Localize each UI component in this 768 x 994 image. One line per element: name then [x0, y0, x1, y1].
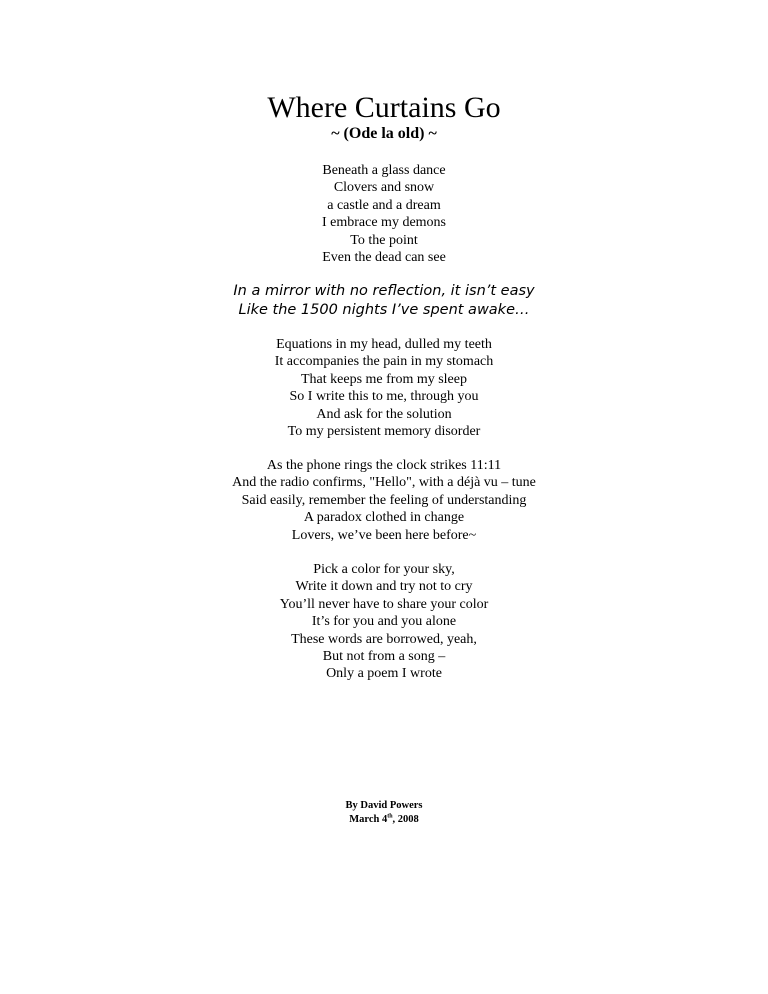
stanza-line: I embrace my demons — [321, 215, 446, 231]
stanza-line: To my persistent memory disorder — [287, 424, 481, 440]
stanza-line: Beneath a glass dance — [322, 163, 446, 178]
date-line — [0, 813, 768, 827]
stanza-line: You’ll never have to share your color — [279, 596, 489, 612]
stanza-1 — [0, 162, 768, 266]
author-line: By David Powers — [345, 800, 423, 811]
stanza-line: Pick a color for your sky, — [313, 562, 455, 577]
date-prefix: March 4 — [349, 814, 388, 825]
stanza-line: But not from a song – — [322, 649, 446, 665]
stanza-line: These words are borrowed, yeah, — [291, 631, 477, 647]
stanza-line: Like the 1500 nights I’ve spent awake… — [238, 301, 530, 318]
stanza-line: Clovers and snow — [333, 180, 435, 196]
poem-title: Where Curtains Go — [267, 91, 501, 124]
stanza-line: And the radio confirms, "Hello", with a déjà vu – tune — [232, 475, 536, 491]
date-rest: , 2008 — [392, 814, 419, 825]
stanza-line: And ask for the solution — [316, 406, 452, 422]
stanza-line: To the point — [350, 232, 418, 248]
stanza-line: As the phone rings the clock strikes 11:11 — [266, 458, 502, 473]
stanza-4 — [0, 457, 768, 544]
date-ordinal: th — [387, 813, 393, 820]
stanza-line: A paradox clothed in change — [303, 510, 465, 526]
stanza-line: It accompanies the pain in my stomach — [274, 354, 494, 370]
stanza-line: Write it down and try not to cry — [295, 579, 473, 595]
stanza-3 — [0, 336, 768, 440]
stanza-line: Even the dead can see — [322, 250, 446, 266]
stanza-line: So I write this to me, through you — [289, 389, 479, 405]
stanza-line: Only a poem I wrote — [326, 666, 442, 682]
stanza-line: a castle and a dream — [327, 197, 441, 213]
stanza-line: It’s for you and you alone — [311, 614, 457, 630]
stanza-line: Said easily, remember the feeling of understanding — [241, 492, 527, 508]
stanza-2 — [0, 282, 768, 319]
poem-subtitle: ~ (Ode la old) ~ — [331, 125, 437, 142]
stanza-line: In a mirror with no reflection, it isn’t easy — [233, 283, 535, 299]
stanza-line: That keeps me from my sleep — [300, 371, 467, 387]
byline — [0, 799, 768, 827]
stanza-line: Lovers, we’ve been here before~ — [291, 527, 477, 543]
stanza-line: Equations in my head, dulled my teeth — [276, 337, 492, 352]
stanza-5 — [0, 561, 768, 683]
